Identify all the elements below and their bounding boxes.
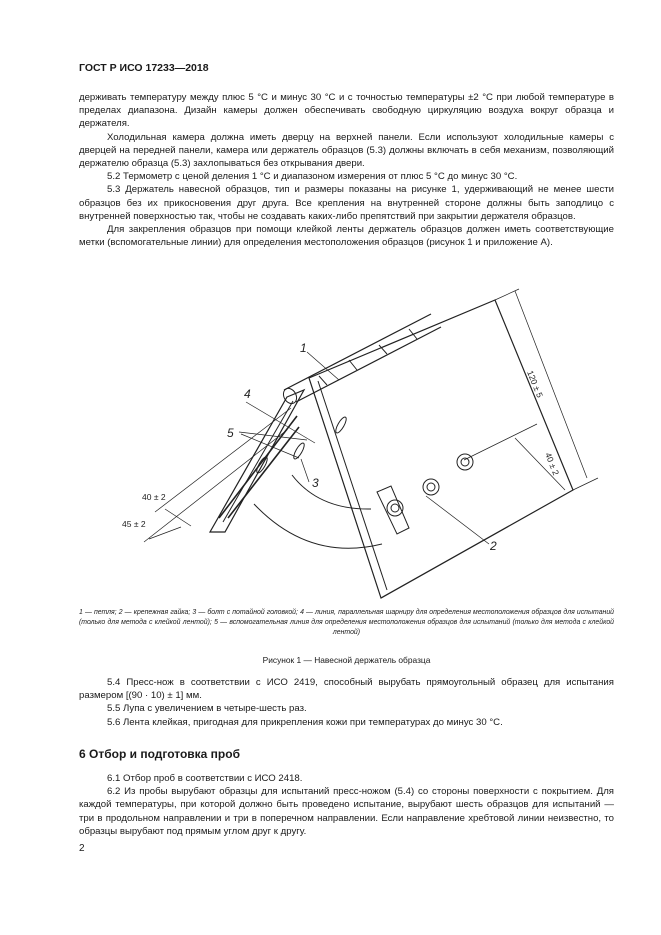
text-block-top: [79, 91, 614, 249]
figure-legend: [79, 608, 614, 638]
callout-1: 1: [300, 341, 307, 355]
legend-t3: — болт с потайной головкой;: [196, 609, 301, 616]
dim-40-right: 40 ± 2: [543, 451, 562, 477]
legend-t4: — линия, параллельная шарниру для определения местоположения образцов для испытаний (только для метода с клейкой лентой);: [79, 609, 614, 626]
legend-n4: 4: [300, 609, 304, 616]
callout-4: 4: [244, 387, 251, 401]
text-block-bottom: [79, 772, 614, 838]
legend-t1: — петля;: [82, 609, 119, 616]
paragraph: 5.2 Термометр с ценой деления 1 °С и диапазоном измерения от плюс 5 °С до минус 30 °С.: [107, 171, 518, 183]
legend-n3: 3: [192, 609, 197, 616]
legend-t2: — крепежная гайка;: [122, 609, 193, 616]
figure-hinged-holder: [79, 282, 614, 607]
legend-t5: — вспомогательная линия для определения местоположения образцов для испытаний (только для метода с клейкой лентой): [217, 619, 614, 636]
dim-40-left: 40 ± 2: [142, 492, 166, 502]
text-block-mid: [79, 676, 614, 729]
legend-n2: 2: [118, 609, 123, 616]
paragraph: 6.2 Из пробы вырубают образцы для испытаний пресс-ножом (5.4) со стороны поверхности с покрытием. Для каждой температуры, при которой должно быть проведено испытание, вырубают шесть образцов для испытаний — три в продольном направлении и три в поперечном направлении. Если направление хребтовой линии неизвестно, то образцы вырубают под прямым углом друг к другу.: [79, 786, 614, 837]
callout-2: 2: [490, 539, 497, 553]
page-number: 2: [79, 843, 85, 854]
callout-3: 3: [312, 476, 319, 490]
document-header: ГОСТ Р ИСО 17233—2018: [79, 62, 209, 74]
paragraph: 5.3 Держатель навесной образцов, тип и размеры показаны на рисунке 1, удерживающий не менее шести образцов без их прикосновения друг друга. Все крепления на внутренней стороне должны быть заподлицо с внутренней поверхностью так, чтобы не создавать каких-либо препятствий при закрытии держателя образцов.: [79, 184, 614, 222]
figure-caption: Рисунок 1 — Навесной держатель образца: [262, 655, 431, 665]
dim-45-left: 45 ± 2: [122, 519, 146, 529]
dim-120: 120 ± 5: [525, 369, 546, 400]
callout-5: 5: [227, 426, 234, 440]
paragraph: 5.5 Лупа с увеличением в четыре-шесть раз.: [107, 703, 307, 715]
hinge: [281, 314, 441, 406]
legend-n5: 5: [214, 619, 218, 626]
right-plate: [309, 300, 573, 598]
section-heading: 6 Отбор и подготовка проб: [79, 747, 241, 761]
paragraph: 6.1 Отбор проб в соответствии с ИСО 2418.: [107, 773, 303, 784]
paragraph: 5.6 Лента клейкая, пригодная для прикрепления кожи при температурах до минус 30 °С.: [107, 716, 503, 728]
paragraph: Для закрепления образцов при помощи клейкой ленты держатель образцов должен иметь соответствующие метки (вспомогательные линии) для определения местоположения образцов (рисунок 1 и приложение А).: [79, 224, 614, 249]
paragraph: 5.4 Пресс-нож в соответствии с ИСО 2419, способный вырубать прямоугольный образец для испытания размером [(90 · 10) ± 1] мм.: [79, 677, 614, 702]
paragraph: Холодильная камера должна иметь дверцу на верхней панели. Если используют холодильные камеры с дверцей на передней панели, камера или держатель образцов (5.3) должны включать в себя механизм, позволяющий держателю образца (5.3) захлопываться без открывания двери.: [79, 131, 614, 170]
legend-n1: 1: [79, 609, 83, 616]
paragraph: держивать температуру между плюс 5 °С и минус 30 °С и с точностью температуры ±2 °С при любой температуре в пределах диапазона. Дизайн камеры должен обеспечивать свободную циркуляцию воздуха вокруг образца и держателя.: [79, 92, 614, 130]
